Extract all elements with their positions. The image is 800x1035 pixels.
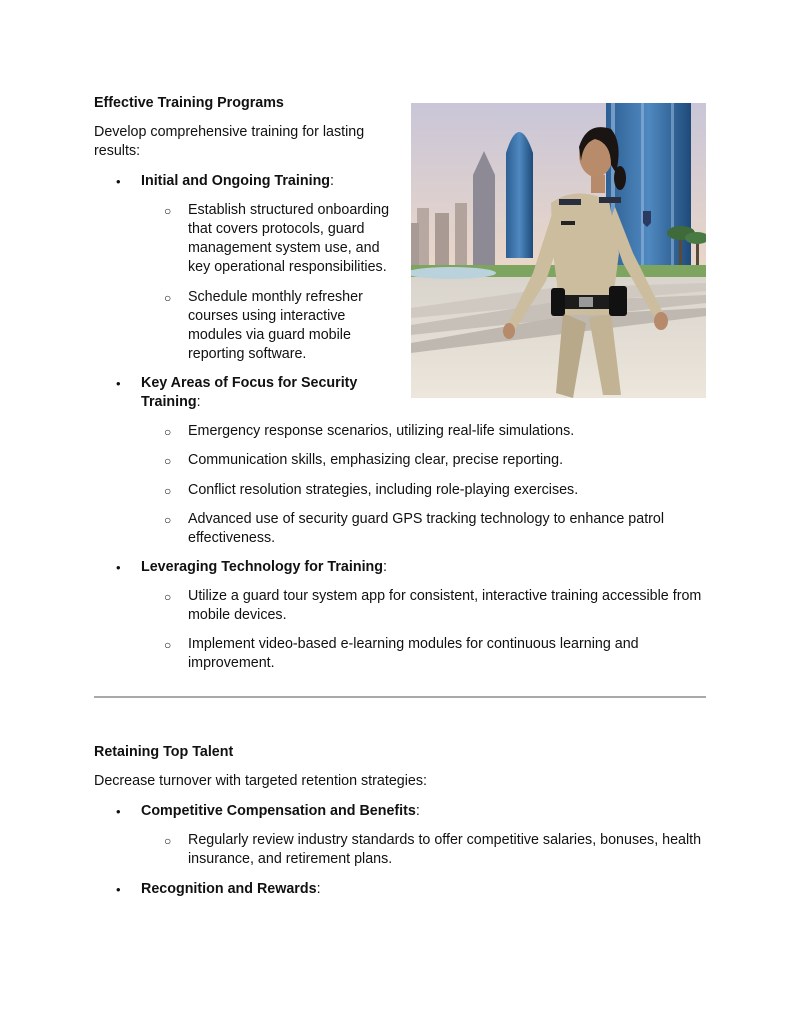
list-item-colon: : [196,394,201,410]
list-item-label: Key Areas of Focus for Security Training [141,375,358,410]
sub-bullet-glyph: ○ [164,834,172,848]
list-item-initial-training [141,172,391,191]
sub-bullet-glyph: ○ [164,204,172,218]
sub-item: Establish structured onboarding that covers protocols, guard management system use, and key operational responsibilities. [188,202,390,275]
sub-bullet-glyph: ○ [164,291,172,305]
bullet-glyph: • [116,560,121,575]
bullet-glyph: • [116,804,121,819]
section-intro-training: Develop comprehensive training for lasting results: [94,124,365,159]
security-guard-illustration [411,103,706,398]
sub-item: Utilize a guard tour system app for consistent, interactive training accessible from mobile devices. [188,588,702,623]
sub-bullet-glyph: ○ [164,590,172,604]
list-item-colon: : [316,881,321,897]
list-item-colon: : [415,803,420,819]
list-item-colon: : [383,559,387,575]
bullet-glyph: • [116,376,121,391]
sub-bullet-glyph: ○ [164,484,172,498]
sub-item: Advanced use of security guard GPS tracking technology to enhance patrol effectiveness. [188,511,665,546]
list-item-compensation [141,802,591,821]
list-item-recognition [141,880,591,899]
section-intro-retention: Decrease turnover with targeted retention strategies: [94,773,427,789]
horizontal-divider [94,696,706,698]
sub-item: Conflict resolution strategies, including role-playing exercises. [188,482,579,498]
bullet-glyph: • [116,882,121,897]
section-heading-training: Effective Training Programs [94,95,284,111]
sub-item: Communication skills, emphasizing clear, precise reporting. [188,452,564,468]
list-item-label: Competitive Compensation and Benefits [141,803,416,819]
list-item-leveraging-technology [141,558,591,577]
sub-bullet-glyph: ○ [164,638,172,652]
sub-item: Implement video-based e-learning modules for continuous learning and improvement. [188,636,639,671]
bullet-glyph: • [116,174,121,189]
sub-bullet-glyph: ○ [164,425,172,439]
sub-bullet-glyph: ○ [164,513,172,527]
sub-item: Schedule monthly refresher courses using interactive modules via guard mobile reporting software. [188,289,363,362]
list-item-label: Leveraging Technology for Training [141,559,384,575]
list-item-label: Initial and Ongoing Training [141,173,331,189]
list-item-key-areas [141,374,361,412]
list-item-colon: : [330,173,335,189]
section-heading-retention: Retaining Top Talent [94,744,234,760]
list-item-label: Recognition and Rewards [141,881,317,897]
security-guard-photo [411,103,706,398]
sub-item: Emergency response scenarios, utilizing real-life simulations. [188,423,575,439]
sub-item: Regularly review industry standards to offer competitive salaries, bonuses, health insurance, and retirement plans. [188,832,702,867]
sub-bullet-glyph: ○ [164,454,172,468]
